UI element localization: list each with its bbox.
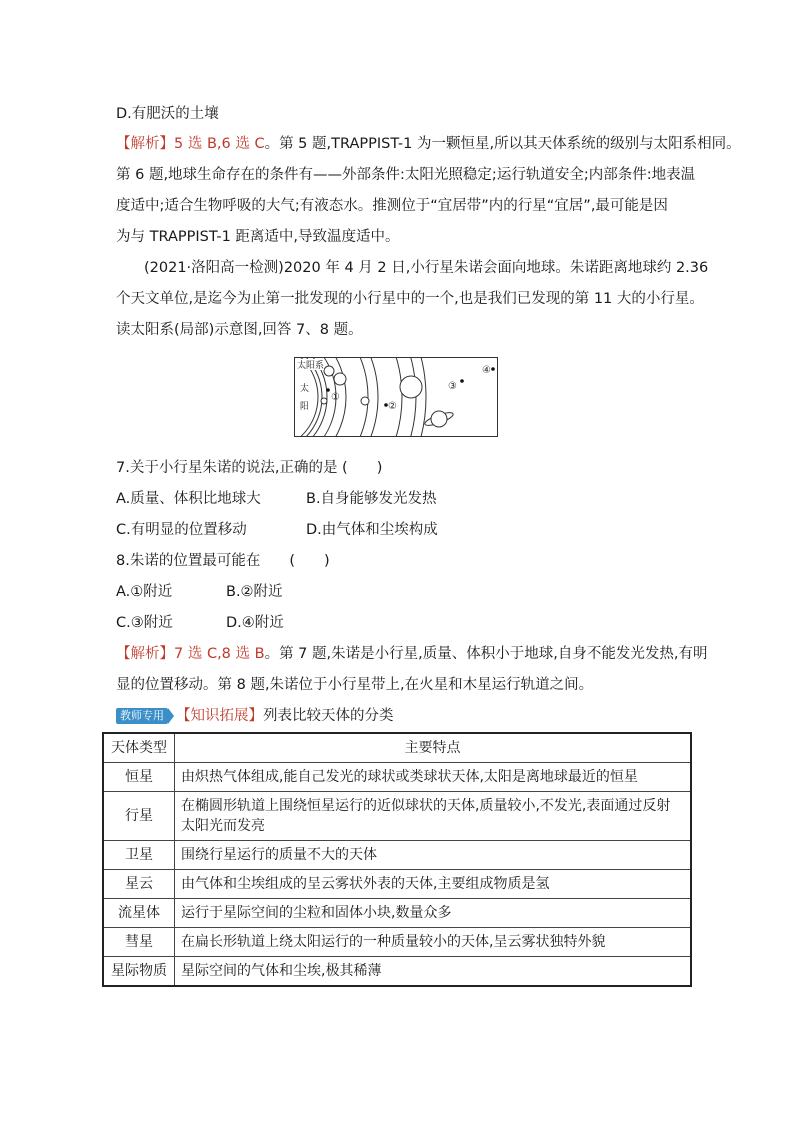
mark-1: ① xyxy=(331,392,340,403)
q7-option-d: D.由气体和尘埃构成 xyxy=(306,522,438,538)
table-cell-features: 运行于星际空间的尘粒和固体小块,数量众多 xyxy=(175,899,692,928)
table-row xyxy=(103,841,691,870)
table-header-features: 主要特点 xyxy=(175,733,692,763)
table-cell-type: 星际物质 xyxy=(103,957,175,987)
table-cell-features: 由气体和尘埃组成的呈云雾状外表的天体,主要组成物质是氢 xyxy=(175,870,692,899)
table-row xyxy=(103,792,691,841)
q8-option-b: B.②附近 xyxy=(226,584,283,600)
sun-label-1: 太 xyxy=(300,384,310,394)
table-cell-type: 星云 xyxy=(103,870,175,899)
table-row xyxy=(103,899,691,928)
diagram-title: 太阳系 xyxy=(297,361,325,371)
table-cell-features: 在扁长形轨道上绕太阳运行的一种质量较小的天体,呈云雾状独特外貌 xyxy=(175,928,692,957)
celestial-body-table xyxy=(102,732,692,987)
analysis-1-line-3: 度适中;适合生物呼吸的大气;有液态水。推测位于“宜居带”内的行星“宜居”,最可能是因 xyxy=(116,198,668,214)
table-row xyxy=(103,957,691,987)
q8-option-c: C.③附近 xyxy=(116,615,173,631)
mark-3: ③ xyxy=(448,381,457,392)
q8-stem: 8.朱诺的位置最可能在 ( ) xyxy=(116,553,330,569)
passage-line-3: 读太阳系(局部)示意图,回答 7、8 题。 xyxy=(116,322,363,338)
q8-option-d: D.④附近 xyxy=(226,615,284,631)
analysis-answer: 5 选 B,6 选 C xyxy=(174,136,265,152)
table-cell-features: 由炽热气体组成,能自己发光的球状或类球状天体,太阳是离地球最近的恒星 xyxy=(175,763,692,792)
analysis-tag: 【解析】 xyxy=(116,646,174,662)
table-row xyxy=(103,870,691,899)
analysis-1-line-2: 第 6 题,地球生命存在的条件有——外部条件:太阳光照稳定;运行轨道安全;内部条件:地表温 xyxy=(116,167,696,183)
q7-option-b: B.自身能够发光发热 xyxy=(306,491,437,507)
teacher-badge: 教师专用 xyxy=(116,708,168,724)
analysis-2-line-1 xyxy=(116,644,707,664)
sun-label-2: 阳 xyxy=(300,402,310,412)
extension-heading xyxy=(116,706,394,726)
option-d-text: D.有肥沃的土壤 xyxy=(116,106,219,122)
q8-option-a: A.①附近 xyxy=(116,584,173,600)
table-cell-type: 恒星 xyxy=(103,763,175,792)
table-header-row xyxy=(103,733,691,763)
table-row xyxy=(103,763,691,792)
q7-stem: 7.关于小行星朱诺的说法,正确的是 ( ) xyxy=(116,460,383,476)
analysis-text: 。第 7 题,朱诺是小行星,质量、体积小于地球,自身不能发光发热,有明 xyxy=(264,646,708,662)
passage-line-1: (2021·洛阳高一检测)2020 年 4 月 2 日,小行星朱诺会面向地球。朱诺距离地球约 2.36 xyxy=(144,260,709,276)
extension-title: 列表比较天体的分类 xyxy=(263,708,394,724)
extension-tag: 【知识拓展】 xyxy=(176,708,263,724)
table-cell-features: 星际空间的气体和尘埃,极其稀薄 xyxy=(175,957,692,987)
solar-system-diagram xyxy=(294,357,498,437)
table-cell-type: 彗星 xyxy=(103,928,175,957)
q7-option-a: A.质量、体积比地球大 xyxy=(116,491,261,507)
table-cell-features: 围绕行星运行的质量不大的天体 xyxy=(175,841,692,870)
mark-2: ② xyxy=(388,401,397,412)
badge-arrow-icon xyxy=(168,708,174,724)
q7-option-c: C.有明显的位置移动 xyxy=(116,522,247,538)
analysis-2-line-2: 显的位置移动。第 8 题,朱诺位于小行星带上,在火星和木星运行轨道之间。 xyxy=(116,677,594,693)
analysis-answer: 7 选 C,8 选 B xyxy=(174,646,265,662)
table-header-type: 天体类型 xyxy=(103,733,175,763)
passage-line-2: 个天文单位,是迄今为止第一批发现的小行星中的一个,也是我们已发现的第 11 大的小行星。 xyxy=(116,291,704,307)
table-cell-type: 流星体 xyxy=(103,899,175,928)
analysis-1-line-4: 为与 TRAPPIST-1 距离适中,导致温度适中。 xyxy=(116,229,400,245)
table-row xyxy=(103,928,691,957)
analysis-1-line-1 xyxy=(116,134,741,154)
table-cell-type: 卫星 xyxy=(103,841,175,870)
mark-4: ④ xyxy=(482,365,491,376)
analysis-text: 。第 5 题,TRAPPIST-1 为一颗恒星,所以其天体系统的级别与太阳系相同。 xyxy=(264,136,741,152)
table-cell-type: 行星 xyxy=(103,792,175,841)
analysis-tag: 【解析】 xyxy=(116,136,174,152)
table-cell-features: 在椭圆形轨道上围绕恒星运行的近似球状的天体,质量较小,不发光,表面通过反射太阳光而发亮 xyxy=(175,792,692,841)
